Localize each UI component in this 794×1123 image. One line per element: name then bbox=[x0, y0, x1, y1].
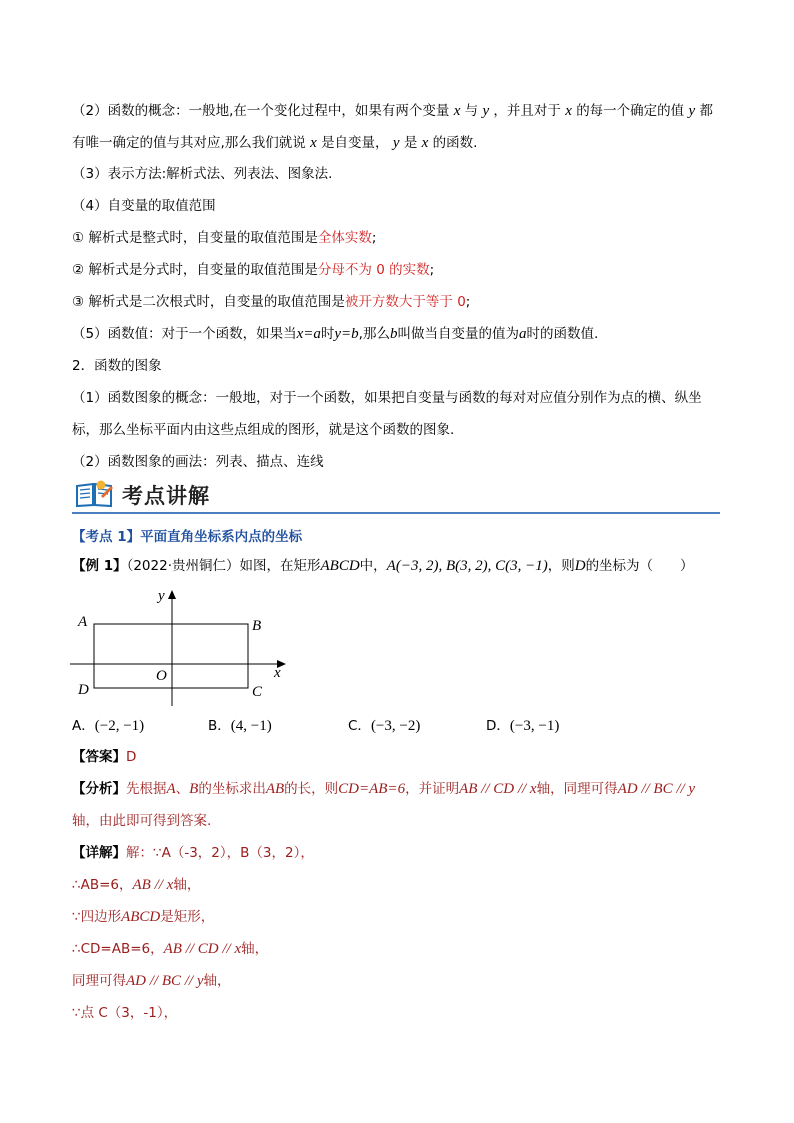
kaodian-label: 【考点 1】 bbox=[72, 529, 141, 545]
analysis-line2 bbox=[72, 811, 211, 831]
text: 、 bbox=[175, 781, 190, 797]
range-rule-2 bbox=[72, 260, 434, 280]
choice-letter: A． bbox=[72, 718, 95, 734]
var: x bbox=[310, 135, 317, 151]
kaodian-line bbox=[72, 527, 302, 547]
detail-line3 bbox=[72, 939, 268, 959]
var: AB // CD // x bbox=[459, 781, 537, 797]
answer-value: D bbox=[126, 749, 137, 765]
text: 是 bbox=[403, 135, 418, 151]
example-label: 【例 1】 bbox=[72, 558, 127, 574]
graph-p1-line1: （1）函数图象的概念：一般地，对于一个函数，如果把自变量与函数的每对对应值分别作为点的横、纵坐 bbox=[72, 390, 702, 406]
label-B: B bbox=[252, 618, 262, 634]
text: 有唯一确定的值与其对应,那么我们就说 bbox=[72, 135, 306, 151]
var: x bbox=[565, 103, 572, 119]
text: ∵四边形 bbox=[72, 909, 122, 925]
choice-value: (−3, −1) bbox=[509, 718, 560, 734]
text: ③ 解析式是二次根式时，自变量的取值范围是 bbox=[72, 294, 345, 310]
choice-letter: C． bbox=[348, 718, 371, 734]
var: ABCD bbox=[121, 909, 161, 925]
highlight: 全体实数 bbox=[317, 230, 372, 246]
kaodian-text: 平面直角坐标系内点的坐标 bbox=[140, 529, 303, 545]
choice-value: (−3, −2) bbox=[370, 718, 421, 734]
choice-c[interactable] bbox=[348, 716, 420, 736]
text: 的每一个确定的值 bbox=[576, 103, 685, 119]
concept-p2-line1 bbox=[72, 101, 713, 121]
choice-letter: B． bbox=[208, 718, 231, 734]
text: ; bbox=[429, 262, 435, 278]
var: CD=AB=6 bbox=[338, 781, 406, 797]
var: AB // CD // x bbox=[163, 941, 242, 957]
choice-letter: D． bbox=[486, 718, 510, 734]
text: （5）函数值：对于一个函数，如果当 bbox=[72, 326, 297, 342]
var: y bbox=[482, 103, 490, 119]
label-x: x bbox=[274, 665, 281, 681]
answer-label: 【答案】 bbox=[72, 749, 126, 765]
var: x bbox=[453, 103, 461, 119]
graph-p1-line2: 标，那么坐标平面内由这些点组成的图形，就是这个函数的图象. bbox=[72, 422, 455, 438]
section-header bbox=[72, 478, 720, 518]
text: 叫做当自变量的值为 bbox=[397, 326, 519, 342]
detail-line5 bbox=[72, 1003, 177, 1023]
concept-p2-line2 bbox=[72, 133, 477, 153]
detail-label: 【详解】 bbox=[72, 845, 126, 861]
detail-line2 bbox=[72, 907, 214, 927]
text: 中， bbox=[359, 558, 387, 574]
var: y bbox=[392, 135, 400, 151]
highlight: 分母不为 0 的实数 bbox=[317, 262, 430, 278]
var: AB // x bbox=[132, 877, 174, 893]
var: AD // BC // y bbox=[617, 781, 696, 797]
text: 时的函数值. bbox=[526, 326, 599, 342]
text: 先根据 bbox=[126, 781, 167, 797]
text: 的坐标求出 bbox=[198, 781, 266, 797]
text: ，则 bbox=[547, 558, 575, 574]
detail-line0 bbox=[72, 843, 314, 863]
choice-value: (−2, −1) bbox=[94, 718, 145, 734]
concept-p5 bbox=[72, 324, 598, 344]
var: y bbox=[688, 103, 696, 119]
highlight: 被开方数大于等于 0 bbox=[344, 294, 466, 310]
label-C: C bbox=[252, 684, 263, 700]
answer-line bbox=[72, 747, 136, 767]
concept-p3: （3）表示方法:解析式法、列表法、图象法. bbox=[72, 166, 333, 182]
var: A bbox=[166, 781, 176, 797]
text: ∵点 C（3，-1）， bbox=[72, 1005, 178, 1021]
text: 轴， bbox=[203, 973, 231, 989]
analysis-line1 bbox=[72, 779, 695, 799]
var: AD // BC // y bbox=[126, 973, 204, 989]
var: a bbox=[518, 326, 527, 342]
text: 轴，同理可得 bbox=[536, 781, 618, 797]
var: ABCD bbox=[320, 558, 360, 574]
text: ，并证明 bbox=[405, 781, 460, 797]
figure-svg bbox=[70, 588, 300, 708]
section-rule bbox=[72, 512, 720, 514]
example-line bbox=[72, 556, 694, 576]
text: 的函数. bbox=[432, 135, 478, 151]
choice-d[interactable] bbox=[486, 716, 559, 736]
choice-value: (4, −1) bbox=[230, 718, 272, 734]
range-rule-1 bbox=[72, 228, 376, 248]
book-icon bbox=[74, 478, 114, 512]
text: ② 解析式是分式时，自变量的取值范围是 bbox=[72, 262, 318, 278]
label-D: D bbox=[78, 682, 89, 698]
graph-p2: （2）函数图象的画法：列表、描点、连线 bbox=[72, 454, 324, 470]
text: 时 bbox=[320, 326, 335, 342]
text: 的坐标为（ ） bbox=[585, 558, 694, 574]
label-A: A bbox=[78, 614, 88, 630]
text: 轴，由此即可得到答案. bbox=[72, 813, 212, 829]
choice-a[interactable] bbox=[72, 716, 144, 736]
text: 的长，则 bbox=[284, 781, 339, 797]
var: AB bbox=[265, 781, 285, 797]
text: 轴， bbox=[241, 941, 269, 957]
label-y: y bbox=[158, 588, 165, 604]
y-axis-arrow bbox=[168, 590, 176, 599]
detail-line1 bbox=[72, 875, 200, 895]
var: y=b bbox=[334, 326, 359, 342]
range-rule-3 bbox=[72, 292, 470, 312]
var: x=a bbox=[296, 326, 321, 342]
analysis-label: 【分析】 bbox=[72, 781, 126, 797]
text: ,那么 bbox=[358, 326, 390, 342]
text: 都 bbox=[699, 103, 713, 119]
text: ∴CD=AB=6， bbox=[72, 941, 164, 957]
text: 是矩形， bbox=[160, 909, 215, 925]
var: B bbox=[189, 781, 199, 797]
text: 轴， bbox=[173, 877, 201, 893]
heading-function-graph: 2．函数的图象 bbox=[72, 358, 162, 374]
text: 解：∵A（-3，2），B（3，2）， bbox=[126, 845, 314, 861]
text: ; bbox=[371, 230, 377, 246]
text: ① 解析式是整式时，自变量的取值范围是 bbox=[72, 230, 318, 246]
text: ∴AB=6， bbox=[72, 877, 133, 893]
concept-p4: （4）自变量的取值范围 bbox=[72, 198, 216, 214]
var: b bbox=[389, 326, 398, 342]
text: （2）函数的概念：一般地,在一个变化过程中，如果有两个变量 bbox=[72, 103, 450, 119]
coords: A(−3, 2), B(3, 2), C(3, −1) bbox=[386, 558, 548, 574]
text: ，并且对于 bbox=[493, 103, 561, 119]
var: D bbox=[574, 558, 586, 574]
rectangle-figure bbox=[70, 588, 300, 708]
section-title: 考点讲解 bbox=[122, 484, 210, 508]
rectangle-abcd bbox=[94, 624, 248, 688]
detail-line4 bbox=[72, 971, 231, 991]
text: 同理可得 bbox=[72, 973, 126, 989]
var: x bbox=[421, 135, 429, 151]
text: 是自变量， bbox=[321, 135, 389, 151]
text: ; bbox=[465, 294, 471, 310]
text: 与 bbox=[464, 103, 479, 119]
text: （2022·贵州铜仁）如图，在矩形 bbox=[126, 558, 321, 574]
choice-b[interactable] bbox=[208, 716, 272, 736]
label-O: O bbox=[156, 668, 167, 684]
